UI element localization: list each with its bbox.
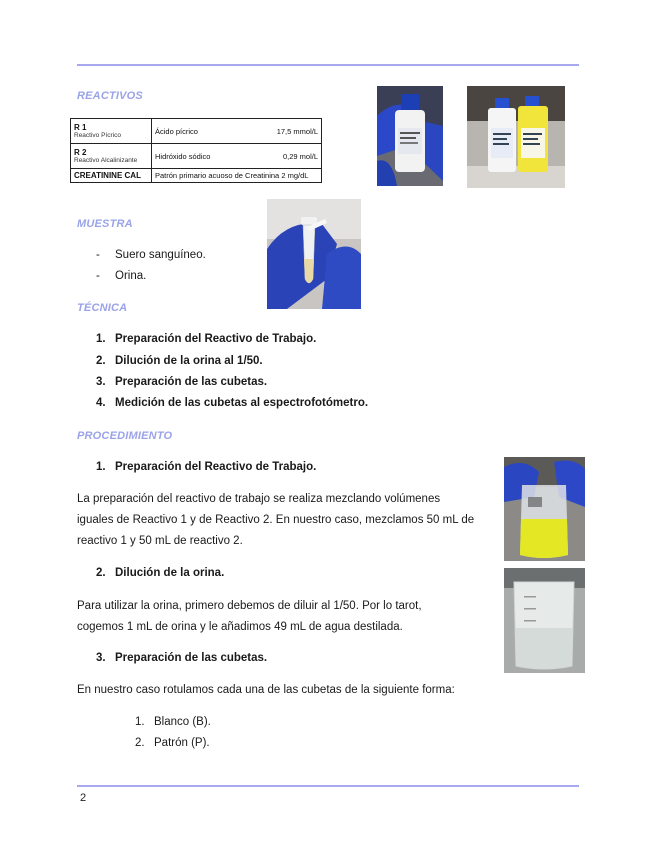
section-heading-reactivos: REACTIVOS: [77, 90, 143, 102]
step-text: Dilución de la orina.: [115, 567, 225, 579]
muestra-item: Orina.: [115, 270, 147, 282]
list-item: - Suero sanguíneo.: [96, 249, 206, 261]
reagent-desc: Hidróxido sódico: [155, 151, 211, 161]
table-row: [71, 119, 322, 144]
reagent-bottles-photo: [467, 86, 565, 188]
reagent-value: 17,5 mmol/L: [276, 126, 318, 136]
reagent-code: R 2: [74, 148, 87, 157]
bottom-rule: [77, 785, 579, 787]
table-row: [71, 169, 322, 183]
step-number: 3.: [96, 652, 106, 664]
step-text: Preparación de las cubetas.: [115, 376, 268, 388]
water-beaker-photo: [504, 568, 585, 673]
step-number: 3.: [96, 376, 106, 388]
step-number: 1.: [96, 461, 106, 473]
reagent-sub: Reactivo Alcalinizante: [74, 157, 138, 164]
paragraph-line: reactivo 1 y 50 mL de reactivo 2.: [77, 535, 243, 547]
procedure-step-title: [96, 563, 224, 584]
step-text: Preparación del Reactivo de Trabajo.: [115, 333, 317, 345]
paragraph-line: La preparación del reactivo de trabajo se realiza mezclando volúmenes: [77, 493, 441, 505]
list-item: [96, 351, 263, 372]
step-number: 2.: [96, 355, 106, 367]
reagent-value: 0,29 mol/L: [282, 151, 318, 161]
list-item: [96, 372, 267, 393]
item-number: 2.: [135, 737, 145, 749]
paragraph-line: En nuestro caso rotulamos cada una de las cubetas de la siguiente forma:: [77, 684, 455, 696]
step-number: 4.: [96, 397, 106, 409]
procedure-step-title: [96, 457, 316, 478]
list-item: [135, 712, 211, 733]
section-heading-procedimiento: PROCEDIMIENTO: [77, 430, 173, 442]
step-text: Preparación de las cubetas.: [115, 652, 268, 664]
step-number: 1.: [96, 333, 106, 345]
list-item: - Orina.: [96, 270, 147, 282]
reagent-code: CREATININE CAL: [74, 171, 141, 180]
step-number: 2.: [96, 567, 106, 579]
list-item: [135, 733, 210, 754]
reagents-table: [70, 118, 322, 183]
paragraph-line: cogemos 1 mL de orina y le añadimos 49 mL de agua destilada.: [77, 621, 403, 633]
procedure-step-title: [96, 648, 267, 669]
table-row: [71, 144, 322, 169]
item-number: 1.: [135, 716, 145, 728]
item-text: Patrón (P).: [154, 737, 210, 749]
step-text: Preparación del Reactivo de Trabajo.: [115, 461, 317, 473]
list-item: [96, 329, 316, 350]
list-item: [96, 393, 368, 414]
section-heading-muestra: MUESTRA: [77, 218, 133, 230]
reagent-code: R 1: [74, 123, 87, 132]
sample-tube-photo: [267, 199, 361, 309]
reagent-desc: Patrón primario acuoso de Creatinina 2 mg/dL: [155, 171, 309, 180]
reagent-desc: Ácido pícrico: [155, 126, 198, 136]
top-rule: [77, 64, 579, 66]
paragraph-line: Para utilizar la orina, primero debemos de diluir al 1/50. Por lo tarot,: [77, 600, 422, 612]
step-text: Dilución de la orina al 1/50.: [115, 355, 263, 367]
reagent-sub: Reactivo Pícrico: [74, 132, 121, 139]
paragraph-line: iguales de Reactivo 1 y de Reactivo 2. En nuestro caso, mezclamos 50 mL de: [77, 514, 475, 526]
item-text: Blanco (B).: [154, 716, 211, 728]
yellow-beaker-photo: [504, 457, 585, 561]
section-heading-tecnica: TÉCNICA: [77, 302, 128, 314]
page-number: 2: [80, 792, 87, 804]
muestra-item: Suero sanguíneo.: [115, 249, 206, 261]
step-text: Medición de las cubetas al espectrofotómetro.: [115, 397, 369, 409]
reagent-bottle-photo: [377, 86, 443, 186]
